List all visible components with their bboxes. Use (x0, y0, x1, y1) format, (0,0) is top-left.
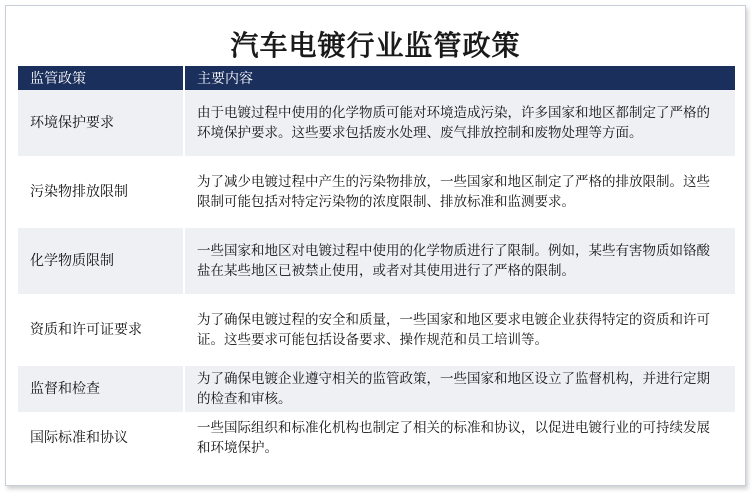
content-cell: 由于电镀过程中使用的化学物质可能对环境造成污染，许多国家和地区都制定了严格的环境保护要求。这些要求包括废水处理、废气排放控制和废物处理等方面。 (184, 90, 735, 158)
policy-cell: 化学物质限制 (18, 227, 184, 296)
table-row (18, 365, 735, 414)
table-row (18, 296, 735, 365)
table-row (18, 90, 735, 158)
table-row (18, 414, 735, 463)
table-header-row (18, 66, 735, 90)
policy-cell: 资质和许可证要求 (18, 296, 184, 365)
header-policy: 监管政策 (18, 66, 184, 90)
page-title: 汽车电镀行业监管政策 (230, 29, 521, 62)
table-row (18, 227, 735, 296)
content-cell: 为了确保电镀企业遵守相关的监管政策，一些国家和地区设立了监督机构，并进行定期的检查和审核。 (184, 365, 735, 414)
content-cell: 一些国际组织和标准化机构也制定了相关的标准和协议，以促进电镀行业的可持续发展和环境保护。 (184, 414, 735, 463)
policy-table (18, 66, 735, 464)
policy-cell: 环境保护要求 (18, 90, 184, 158)
content-cell: 为了确保电镀过程的安全和质量，一些国家和地区要求电镀企业获得特定的资质和许可证。这些要求可能包括设备要求、操作规范和员工培训等。 (184, 296, 735, 365)
policy-cell: 国际标准和协议 (18, 414, 184, 463)
policy-cell: 监督和检查 (18, 365, 184, 414)
table-row (18, 158, 735, 227)
content-cell: 一些国家和地区对电镀过程中使用的化学物质进行了限制。例如，某些有害物质如铬酸盐在某些地区已被禁止使用，或者对其使用进行了严格的限制。 (184, 227, 735, 296)
content-cell: 为了减少电镀过程中产生的污染物排放，一些国家和地区制定了严格的排放限制。这些限制可能包括对特定污染物的浓度限制、排放标准和监测要求。 (184, 158, 735, 227)
header-content: 主要内容 (184, 66, 735, 90)
policy-cell: 污染物排放限制 (18, 158, 184, 227)
